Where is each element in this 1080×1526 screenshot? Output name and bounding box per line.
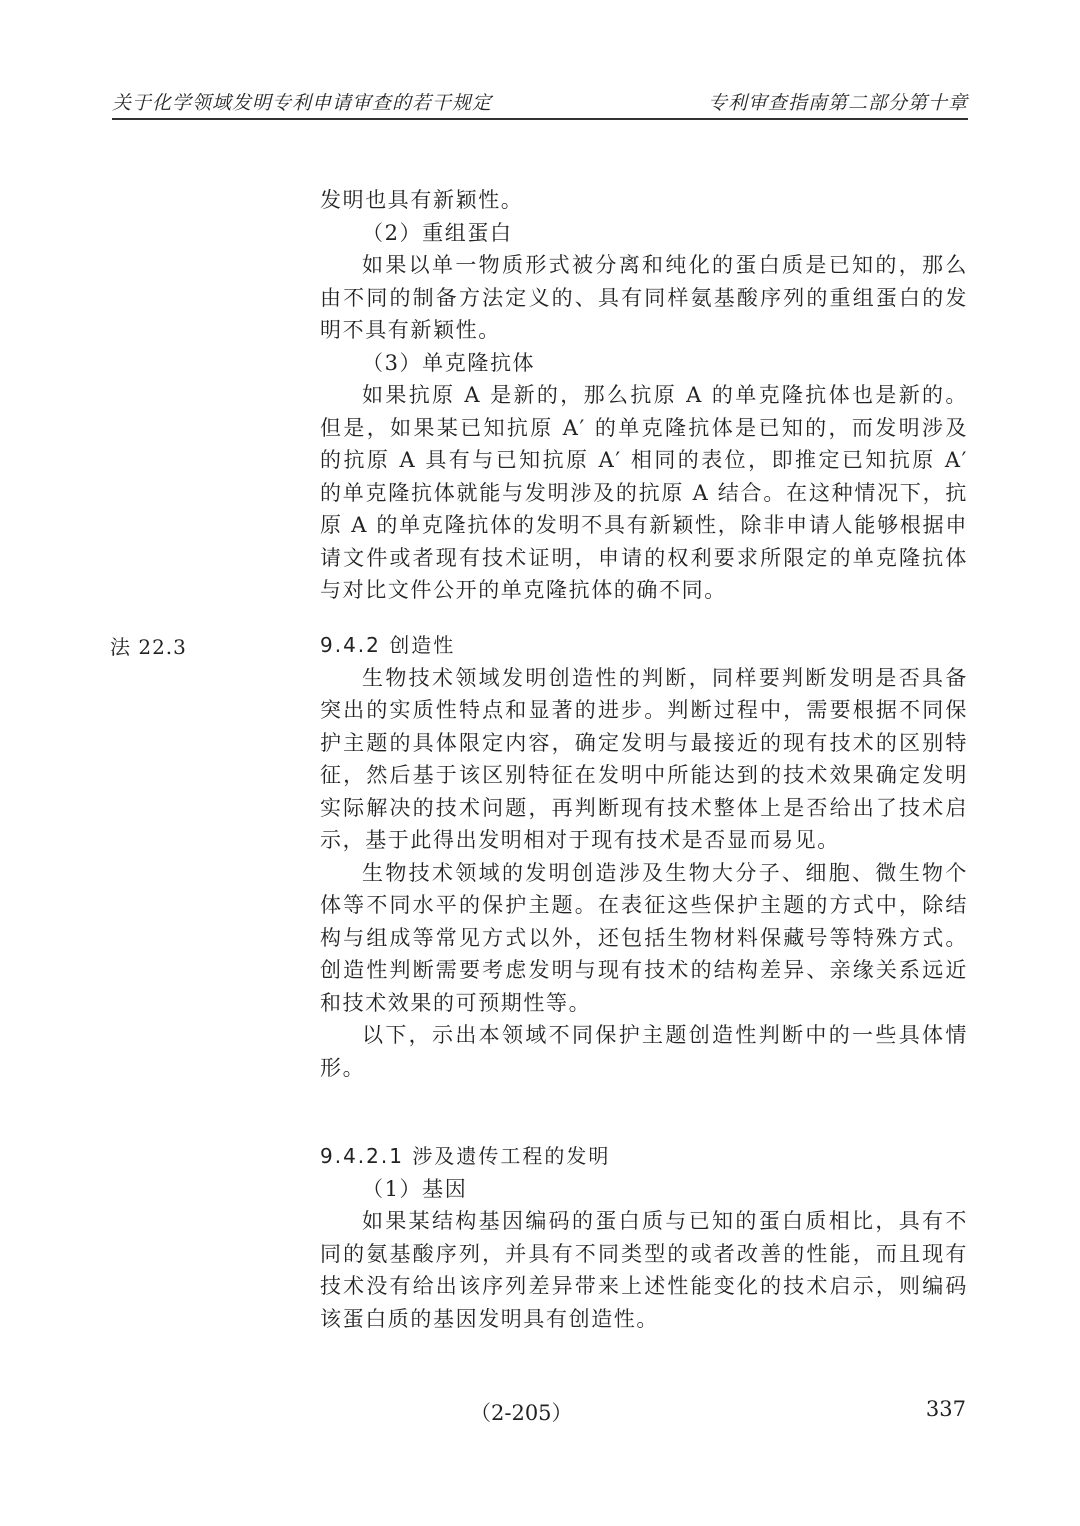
header-chapter-title: 专利审查指南第二部分第十章 [707, 92, 968, 114]
subheading-monoclonal-antibody: （3）单克隆抗体 [362, 350, 536, 375]
subheading-recombinant-protein: （2）重组蛋白 [362, 220, 513, 245]
paragraph-recombinant-protein: 如果以单一物质形式被分离和纯化的蛋白质是已知的，那么由不同的制备方法定义的、具有同样氨基酸序列的重组蛋白的发明不具有新颖性。 [320, 253, 968, 342]
paragraph-protection-subjects: 生物技术领域的发明创造涉及生物大分子、细胞、微生物个体等不同水平的保护主题。在表征这些保护主题的方式中，除结构与组成等常见方式以外，还包括生物材料保藏号等特殊方式。创造性判断需要考虑发明与现有技术的结构差异、亲缘关系远近和技术效果的可预期性等。 [320, 860, 968, 1015]
header-rule [112, 118, 968, 120]
footer-section-code: （2-205） [470, 1401, 573, 1425]
paragraph-monoclonal-antibody: 如果抗原 A 是新的，那么抗原 A 的单克隆抗体也是新的。但是，如果某已知抗原 A′ 的单克隆抗体是已知的，而发明涉及的抗原 A 具有与已知抗原 A′ 相同的表位，即推定已知抗原 A′ 的单克隆抗体就能与发明涉及的抗原 A 结合。在这种情况下，抗原 A 的单克隆抗体的发明不具有新颖性，除非申请人能够根据申请文件或者现有技术证明，申请的权利要求所限定的单克隆抗体与对比文件公开的单克隆抗体的确不同。 [320, 383, 968, 602]
section-heading-9-4-2: 9.4.2 创造性 [320, 633, 456, 657]
inventiveness-section [320, 629, 968, 1084]
novelty-continuation-block [320, 184, 968, 607]
footer-page-number: 337 [925, 1397, 966, 1421]
paragraph-continuation: 发明也具有新颖性。 [320, 188, 524, 212]
running-header [112, 88, 968, 116]
subheading-gene: （1）基因 [362, 1176, 468, 1201]
paragraph-specific-cases-intro: 以下，示出本领域不同保护主题创造性判断中的一些具体情形。 [320, 1023, 968, 1080]
section-heading-9-4-2-1: 9.4.2.1 涉及遗传工程的发明 [320, 1144, 611, 1168]
header-document-title: 关于化学领域发明专利申请审查的若干规定 [112, 92, 493, 114]
paragraph-inventiveness-judgment: 生物技术领域发明创造性的判断，同样要判断发明是否具备突出的实质性特点和显著的进步。判断过程中，需要根据不同保护主题的具体限定内容，确定发明与最接近的现有技术的区别特征，然后基于该区别特征在发明中所能达到的技术效果确定发明实际解决的技术问题，再判断现有技术整体上是否给出了技术启示，基于此得出发明相对于现有技术是否显而易见。 [320, 665, 968, 852]
margin-law-reference: 法 22.3 [110, 635, 187, 659]
genetic-engineering-section [320, 1140, 968, 1335]
paragraph-gene-inventiveness: 如果某结构基因编码的蛋白质与已知的蛋白质相比，具有不同的氨基酸序列，并具有不同类型的或者改善的性能，而且现有技术没有给出该序列差异带来上述性能变化的技术启示，则编码该蛋白质的基因发明具有创造性。 [320, 1209, 968, 1331]
